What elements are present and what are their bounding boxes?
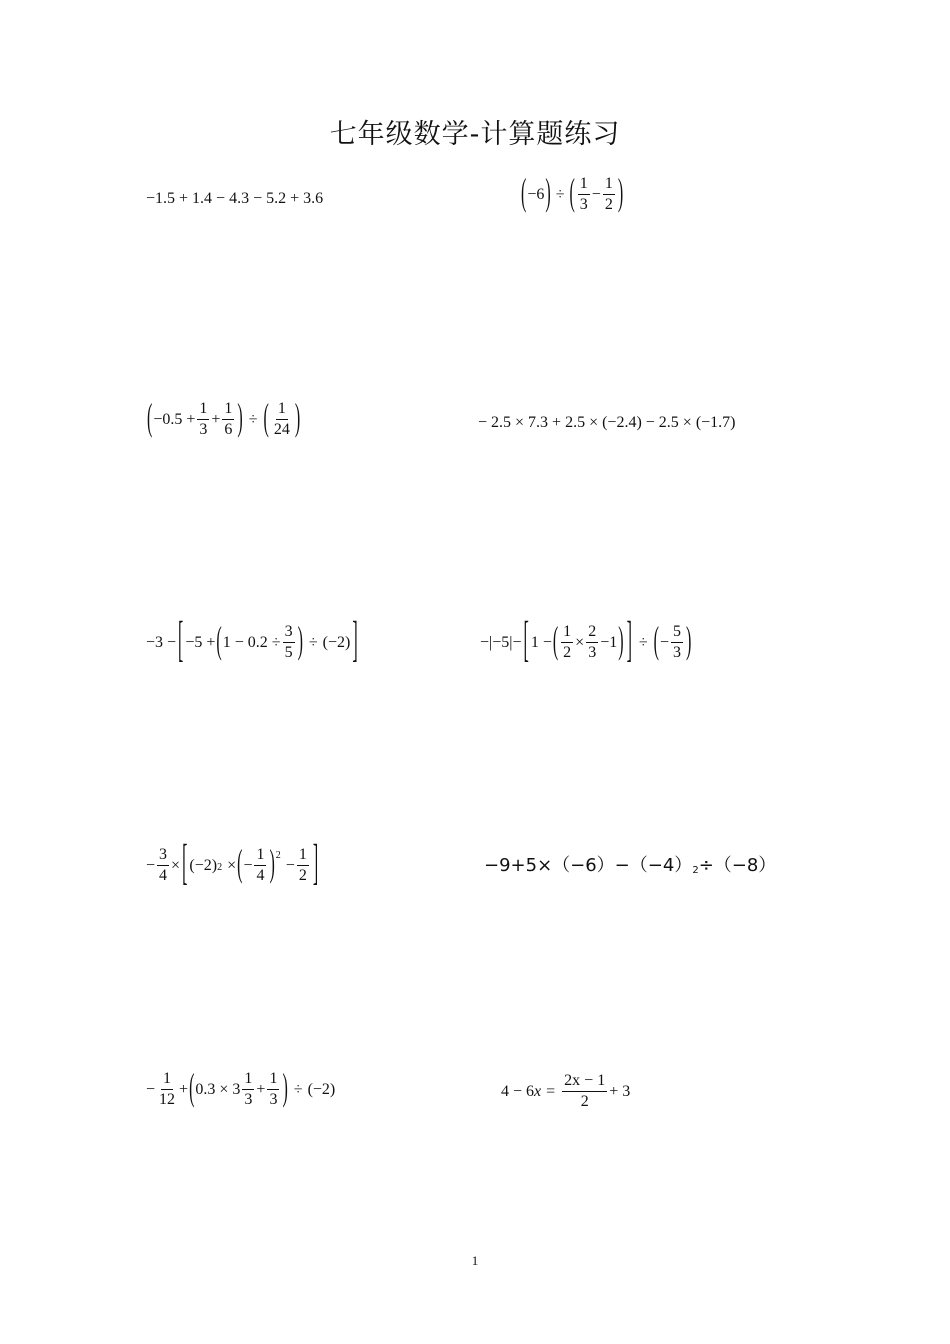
problem-4-expression: − 2.5 × 7.3 + 2.5 × (−2.4) − 2.5 × (−1.7) xyxy=(478,414,736,431)
fraction: $\frac{3}{5}$ xyxy=(284,623,293,661)
fraction: $\frac{1}{3}$ xyxy=(269,1070,278,1108)
problem-6: −|−5|− [ 1 − ( $\frac{1}{2}$ × $\frac{2}{3}$ −1 ) ] ÷ ( − $\frac{5}{3}$ ) xyxy=(480,614,692,668)
page-title: 七年级数学-计算题练习 xyxy=(329,119,621,150)
problem-9: − $\frac{1}{12}$ + ( 0.3 × 3 $\frac{1}{3}$ + $\frac{1}{3}$ ) ÷ (−2) xyxy=(146,1067,336,1109)
fraction: $\frac{1}{24}$ xyxy=(273,400,290,438)
fraction: $\frac{1}{6}$ xyxy=(224,400,233,438)
fraction: $\frac{2}{3}$ xyxy=(588,623,597,661)
fraction: $\frac{1}{3}$ xyxy=(244,1070,253,1108)
fraction: $\frac{1}{2}$ xyxy=(298,846,307,884)
fraction: $\frac{1}{3}$ xyxy=(199,400,208,438)
fraction: $\frac{1}{2}$ xyxy=(563,623,572,661)
fraction: $\frac{3}{4}$ xyxy=(159,846,168,884)
problem-10: 4 − 6 x = $\frac{2x - 1}{2}$ + 3 xyxy=(501,1072,631,1110)
fraction: $\frac{2x - 1}{2}$ xyxy=(564,1072,606,1110)
problem-2: ( −6 ) ÷ ( $\frac{1}{3}$ − $\frac{1}{2}$ ) xyxy=(521,172,624,214)
fraction: $\frac{1}{3}$ xyxy=(579,175,588,213)
problem-4 xyxy=(478,415,736,431)
fraction: $\frac{1}{2}$ xyxy=(604,175,613,213)
fraction: $\frac{1}{4}$ xyxy=(256,846,265,884)
problem-8: −9+5×（−6）−（−4）2÷（−8） xyxy=(484,855,777,876)
problem-3: ( −0.5 + $\frac{1}{3}$ + $\frac{1}{6}$ ) ÷ ( $\frac{1}{24}$ ) xyxy=(147,397,301,439)
fraction: $\frac{1}{12}$ xyxy=(159,1070,176,1108)
problem-5: −3 − [ −5 + ( 1 − 0.2 ÷ $\frac{3}{5}$ ) ÷ (−2) ] xyxy=(146,614,358,668)
problem-1-expression: −1.5 + 1.4 − 4.3 − 5.2 + 3.6 xyxy=(146,190,324,207)
fraction: $\frac{5}{3}$ xyxy=(673,623,682,661)
page-number: 1 xyxy=(471,1253,479,1268)
problem-7: − $\frac{3}{4}$ × [ (−2) 2 × ( − $\frac{1}{4}$ ) 2 − $\frac{1}{2}$ ] xyxy=(146,837,319,891)
problem-1 xyxy=(146,191,323,207)
